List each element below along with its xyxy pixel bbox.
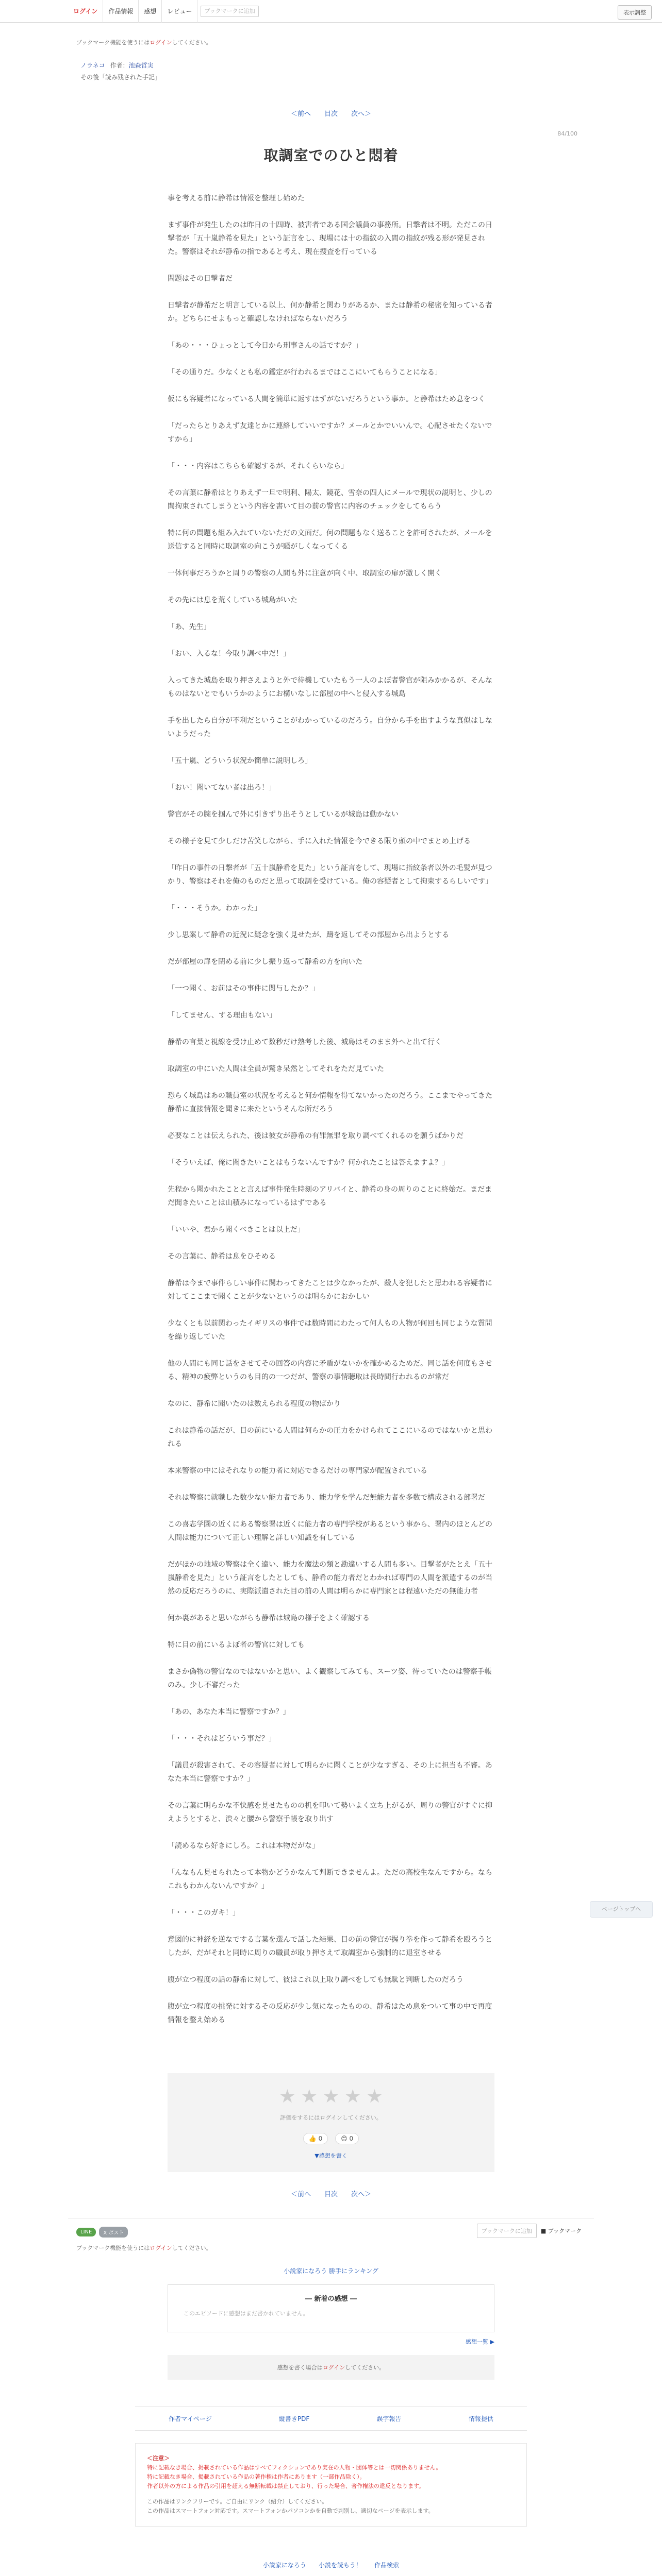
novel-paragraph: 他の人間にも同じ話をさせてその回答の内容に矛盾がないかを確かめるためだ。同じ話を何度もさせる、精神の疲弊というのも目的の一つだが、警察の事情聴取は長時間行われるのが常だ — [168, 1360, 492, 1381]
notice-head: ＜注意＞ — [147, 2455, 170, 2462]
author-prefix: 作者： — [110, 62, 129, 69]
toc-link[interactable]: 目次 — [324, 2191, 338, 2198]
star-icon[interactable]: ★ — [279, 2086, 296, 2107]
vertical-pdf-link[interactable]: 縦書きPDF — [278, 2415, 310, 2422]
novel-paragraph: 静希は今まで事件らしい事件に関わってきたことは少なかったが、殺人を犯したと思われる容疑者に対してここまで聞くことが少ないというのは明らかにおかしい — [168, 1279, 492, 1301]
novel-paragraph: 「してません、する理由もない」 — [168, 1011, 276, 1020]
star-icon[interactable]: ★ — [301, 2086, 318, 2107]
series-info — [68, 61, 594, 81]
series-title-link[interactable]: ノラネコ — [80, 62, 105, 69]
notice-line: 特に記載なき場合、掲載されている作品の著作権は作者にあります（一部作品除く）。 — [147, 2473, 366, 2480]
novel-paragraph: 本来警察の中にはそれなりの能力者に対応できるだけの専門家が配置されている — [168, 1467, 427, 1475]
novel-paragraph: なのに、静希に聞いたのは数えられる程度の物ばかり — [168, 1400, 341, 1408]
login-link[interactable]: ログイン — [322, 2364, 345, 2371]
novel-paragraph: その言葉に静希はとりあえず一旦で明利、陽太、鏡花、雪奈の四人にメールで現状の説明と、少しの間拘束されてしまうという内容を書いて目の前の警官に内容のチェックをしてもらう — [168, 489, 492, 511]
display-settings-button[interactable]: 表示調整 — [618, 5, 652, 20]
toc-link[interactable]: 目次 — [324, 110, 338, 118]
novel-paragraph: 恐らく城島はあの職員室の状況を考えると何か情報を得てないかったのだろう。ここまでやってきた静希に直接情報を聞きに来たというそんな所だろう — [168, 1092, 492, 1113]
novel-paragraph: 「議員が殺害されて、その容疑者に対して明らかに聞くことが少なすぎる、その上に担当も不審。あなた本当に警察ですか？」 — [168, 1761, 492, 1783]
next-link[interactable]: 次へ＞ — [351, 110, 372, 118]
novel-paragraph: 手を出したら自分が不利だということがわかっているのだろう。自分から手を出すような真似はしないようだった — [168, 717, 492, 738]
novel-paragraph: 「あの・・・ひょっとして今日から刑事さんの話ですか？」 — [168, 342, 362, 350]
star-icon[interactable]: ★ — [322, 2086, 340, 2107]
novel-paragraph: その言葉に、静希は息をひそめる — [168, 1252, 276, 1261]
new-impressions-empty: このエピソードに感想はまだ書かれていません。 — [184, 2310, 309, 2317]
bookmark-login-note: ブックマーク機能を使うにはログインしてください。 — [76, 39, 212, 46]
novel-paragraph: 「一つ聞く、お前はその事件に関与したか？」 — [168, 985, 319, 993]
novel-paragraph: 腹が立つ程度の挑発に対するその反応が少し気になったものの、静希はため息をついて事の中で再度情報を整え始める — [168, 2003, 492, 2024]
footer-links — [135, 2406, 527, 2431]
pager-top — [68, 108, 594, 118]
reactions — [178, 2133, 484, 2144]
novel-paragraph: 特に目の前にいるよぼ者の警官に対しても — [168, 1641, 305, 1649]
star-icon[interactable]: ★ — [344, 2086, 361, 2107]
reaction-like-button[interactable]: 👍 0 — [303, 2133, 328, 2144]
novel-paragraph: 「昨日の事件の日撃者が「五十嵐静希を見た」という証言をして、現場に指紋条者以外の毛髪が見つかり、警察はそれを俺のものだと思って取調を受けている。俺の容疑者として拘束するらしいです」 — [168, 864, 492, 886]
novel-paragraph: 「・・・そうか。わかった」 — [168, 904, 261, 912]
prev-link[interactable]: ＜前へ — [290, 2191, 311, 2198]
rating-note: 評価をするにはログインしてください。 — [280, 2114, 382, 2121]
nav-login[interactable]: ログイン — [68, 0, 103, 23]
notice-line: この作品はリンクフリーです。ご自由にリンク（紹介）してください。 — [147, 2498, 328, 2505]
share-action-bar — [68, 2218, 594, 2241]
novel-paragraph: 「・・・内容はこちらも確認するが、それくらいなら」 — [168, 462, 348, 470]
novel-body — [168, 192, 494, 2027]
line-share-button[interactable]: LINE — [76, 2228, 96, 2236]
bookmark-login-note: ブックマーク機能を使うにはログインしてください。 — [76, 2245, 212, 2251]
novel-paragraph: 取調室の中にいた人間は全員が驚き呆然としてそれをただ見ていた — [168, 1065, 384, 1073]
novel-paragraph: 「そういえば、俺に聞きたいことはもうないんですか？何かれたことは答えますよ？」 — [168, 1159, 449, 1167]
nav-reviews[interactable]: レビュー — [162, 0, 197, 23]
star-icon[interactable]: ★ — [366, 2086, 383, 2107]
novel-paragraph: この喜志学園の近くにある警察署は近くに能力者の専門学校があるという事から、署内のほとんどの人間は能力について正しい理解と詳しい知識を有している — [168, 1520, 492, 1542]
novel-paragraph: 特に何の問題も組み入れていないただの文面だ。何の問題もなく送ることを許可されたが、メールを送信すると同時に取調室の向こうが騒がしくなってくる — [168, 529, 492, 551]
chapter-subtitle: その後「読み残された手記」 — [80, 74, 161, 81]
novel-paragraph: これは静希の話だが、目の前にいる人間は何らかの圧力をかけられてここにいるのではないかと思われる — [168, 1427, 492, 1448]
novel-paragraph: 「読めるなら好きにしろ。これは本物だがな」 — [168, 1842, 319, 1850]
novel-paragraph: 「あの、あなた本当に警察ですか？」 — [168, 1708, 290, 1716]
site-link-search[interactable]: 作品検索 — [374, 2562, 400, 2569]
novel-paragraph: 「・・・それはどういう事だ？」 — [168, 1735, 276, 1743]
notice-line: 特に記載なき場合、掲載されている作品はすべてフィクションであり実在の人物・団体等とは一切関係ありません。 — [147, 2464, 442, 2471]
novel-paragraph: それは警察に就職した数少ない能力者であり、能力学を学んだ無能力者を多数で構成される部署だ — [168, 1494, 485, 1502]
novel-paragraph: 一体何事だろうかと周りの警察の人間も外に注意が向く中、取調室の扉が激しく開く — [168, 569, 442, 578]
novel-paragraph: 「おい！聞いてない者は出ろ！」 — [168, 784, 276, 792]
typo-report-link[interactable]: 誤字報告 — [376, 2415, 402, 2422]
novel-paragraph: 「んなもん見せられたって本物かどうかなんて判断できませんよ。ただの高校生なんですから。ならこれもわかんないんですか？」 — [168, 1869, 492, 1890]
impressions-list-link[interactable]: 感想一覧 ▶ — [466, 2338, 494, 2345]
author-link[interactable]: 池森哲実 — [128, 62, 154, 69]
novel-paragraph: 少し思案して静希の近況に疑念を強く見せたが、躊を返してその部屋から出ようとする — [168, 931, 449, 939]
site-link-yomou[interactable]: 小説を読もう！ — [318, 2562, 362, 2569]
novel-paragraph: 「・・・このガキ！」 — [168, 1909, 240, 1917]
notice-line: この作品はスマートフォン対応です。スマートフォンかパソコンかを自動で判別し、適切なページを表示します。 — [147, 2507, 434, 2514]
new-impressions-title: ― 新着の感想 ― — [305, 2295, 357, 2303]
novel-paragraph: 腹が立つ程度の話の静希に対して、彼はこれ以上取り調べをしても無駄と判断したのだろう — [168, 1976, 464, 1984]
notice-box — [135, 2443, 527, 2527]
next-link[interactable]: 次へ＞ — [351, 2191, 372, 2198]
login-link[interactable]: ログイン — [150, 39, 172, 46]
novel-paragraph: その先には息を荒くしている城島がいた — [168, 596, 297, 604]
novel-paragraph: 日撃者が静希だと明言している以上、何か静希と関わりがあるか、または静希の秘密を知っている者か。どちらにせよもっと確認しなければならないだろう — [168, 301, 492, 323]
nav-impressions[interactable]: 感想 — [139, 0, 162, 23]
novel-paragraph: 必要なことは伝えられた、後は彼女が静希の有罪無罪を取り調べてくれるのを願うばかりだ — [168, 1132, 464, 1140]
bookmark-add-button[interactable]: ブックマークに追加 — [477, 2224, 537, 2238]
novel-paragraph: 仮にも容疑者になっている人間を簡単に返すはずがないだろうという事か。と静希はため息をつく — [168, 395, 485, 403]
x-share-button[interactable]: X ポスト — [99, 2227, 128, 2238]
bookmark-add-button[interactable]: ブックマークに追加 — [201, 6, 258, 17]
novel-paragraph: 「だったらとりあえず友達とかに連絡していいですか？メールとかでいいんで。心配させたくないですから」 — [168, 422, 492, 444]
novel-paragraph: まさか偽物の警官なのではないかと思い、よく観察してみても、スーツ姿、待っていたのは警察手帳のみ。少し不審だった — [168, 1668, 492, 1689]
new-impressions-box — [168, 2284, 494, 2332]
info-report-link[interactable]: 情報提供 — [468, 2415, 493, 2422]
novel-paragraph: だが部屋の扉を閉める前に少し振り返って静希の方を向いた — [168, 958, 362, 966]
novel-paragraph: 「あ、先生」 — [168, 623, 211, 631]
reaction-smile-button[interactable]: 😊 0 — [335, 2133, 359, 2144]
novel-paragraph: 事を考える前に静希は情報を整理し始めた — [168, 194, 305, 202]
novel-paragraph: 問題はその日撃者だ — [168, 275, 233, 283]
write-impression-link[interactable]: ▼感想を書く — [315, 2153, 347, 2159]
author-mypage-link[interactable]: 作者マイページ — [169, 2415, 212, 2422]
novel-paragraph: 入ってきた城島を取り押さえようと外で待機していたもう一人のよぼ者警官が阻みかかるが、そんなものはないとでもいうかのようにお構いなしに部屋の中へと侵入する城島 — [168, 676, 492, 698]
novel-paragraph: 意図的に神経を逆なでする言葉を選んで話した結果、目の前の警官が握り拳を作って静希を殴ろうとしたが、だがそれと同時に周りの職員が取り押さえて取調室から強制的に退室させる — [168, 1936, 492, 1957]
top-header — [0, 0, 662, 23]
rating-box — [168, 2073, 494, 2172]
novel-paragraph: 少なくとも以前関わったイギリスの事件では数時間にわたって何人もの人物が何回も同じような質問を繰り返していた — [168, 1319, 492, 1341]
novel-paragraph: だがほかの地域の警察は全く違い、能力を魔法の類と勘違いする人間も多い。目撃者がたとえ「五十嵐静希を見た」という証言をしたとしても、静希の能力者だとわかれば専門の人間を派遣するのが当然の反応だろうのに、実際派遣された目の前の人間は明らかに専門家とは程遠いただの無能力者 — [168, 1561, 492, 1596]
star-rating[interactable] — [178, 2087, 484, 2107]
site-links — [68, 2561, 594, 2569]
notice-line: 作者以外の方による作品の引用を超える無断転載は禁止しており、行った場合、著作権法の違反となります。 — [147, 2483, 425, 2489]
novel-paragraph: 「おい、入るな！今取り調べ中だ！」 — [168, 650, 290, 658]
novel-paragraph: 先程から聞かれたことと言えば事件発生時刻のアリバイと、静希の身の周りのことに終始だ。まだまだ聞きたいことは山積みになっているはずである — [168, 1185, 492, 1207]
site-link-narou[interactable]: 小説家になろう — [262, 2562, 306, 2569]
ranking-link[interactable]: 小説家になろう 勝手にランキング — [284, 2267, 378, 2275]
prev-link[interactable]: ＜前へ — [290, 110, 311, 118]
episode-number: 84/100 — [557, 130, 577, 137]
novel-paragraph: 「その通りだ。少なくとも私の鑑定が行われるまではここにいてもらうことになる」 — [168, 368, 442, 377]
novel-paragraph: 「五十嵐、どういう状況か簡単に説明しろ」 — [168, 757, 312, 765]
nav-work-info[interactable]: 作品情報 — [103, 0, 139, 23]
novel-paragraph: まず事件が発生したのは昨日の十四時、被害者である国会議員の事務所。日撃者は不明。ただこの日撃者が「五十嵐静希を見た」という証言をし、現場には十の指紋の入間の指紋が残る形が発見された。警察はそれが静希の指であると考え、現在捜査を行っている — [168, 221, 492, 256]
pager-bottom — [68, 2189, 594, 2198]
novel-paragraph: その様子を見て少しだけ苦笑しながら、手に入れた情報を今できる限り頭の中でまとめ上げる — [168, 837, 471, 845]
comment-login-note: 感想を書く場合はログインしてください。 — [168, 2355, 494, 2380]
novel-paragraph: その言葉に明らかな不快感を見せたものの机を叩いて勢いよく立ち上がるが、周りの警官がすぐに抑えようとすると、渋々と腰から警察手帳を取り出す — [168, 1802, 492, 1823]
novel-paragraph: 静希の言葉と視線を受け止めて数秒だけ熟考した後、城島はそのまま外へと出て行く — [168, 1038, 442, 1046]
bookmark-link[interactable]: ■ ブックマーク — [540, 2228, 582, 2234]
episode-title: 取調室でのひと悶着 — [263, 147, 399, 164]
page-top-button[interactable]: ページトップへ — [590, 1901, 653, 1918]
novel-paragraph: 警官がその腕を掴んで外に引きずり出そうとしているが城島は動かない — [168, 810, 399, 819]
novel-paragraph: 「いいや、君から聞くべきことは以上だ」 — [168, 1226, 305, 1234]
novel-paragraph: 何か裏があると思いながらも静希は城島の様子をよく確認する — [168, 1614, 370, 1622]
login-link[interactable]: ログイン — [150, 2245, 172, 2251]
